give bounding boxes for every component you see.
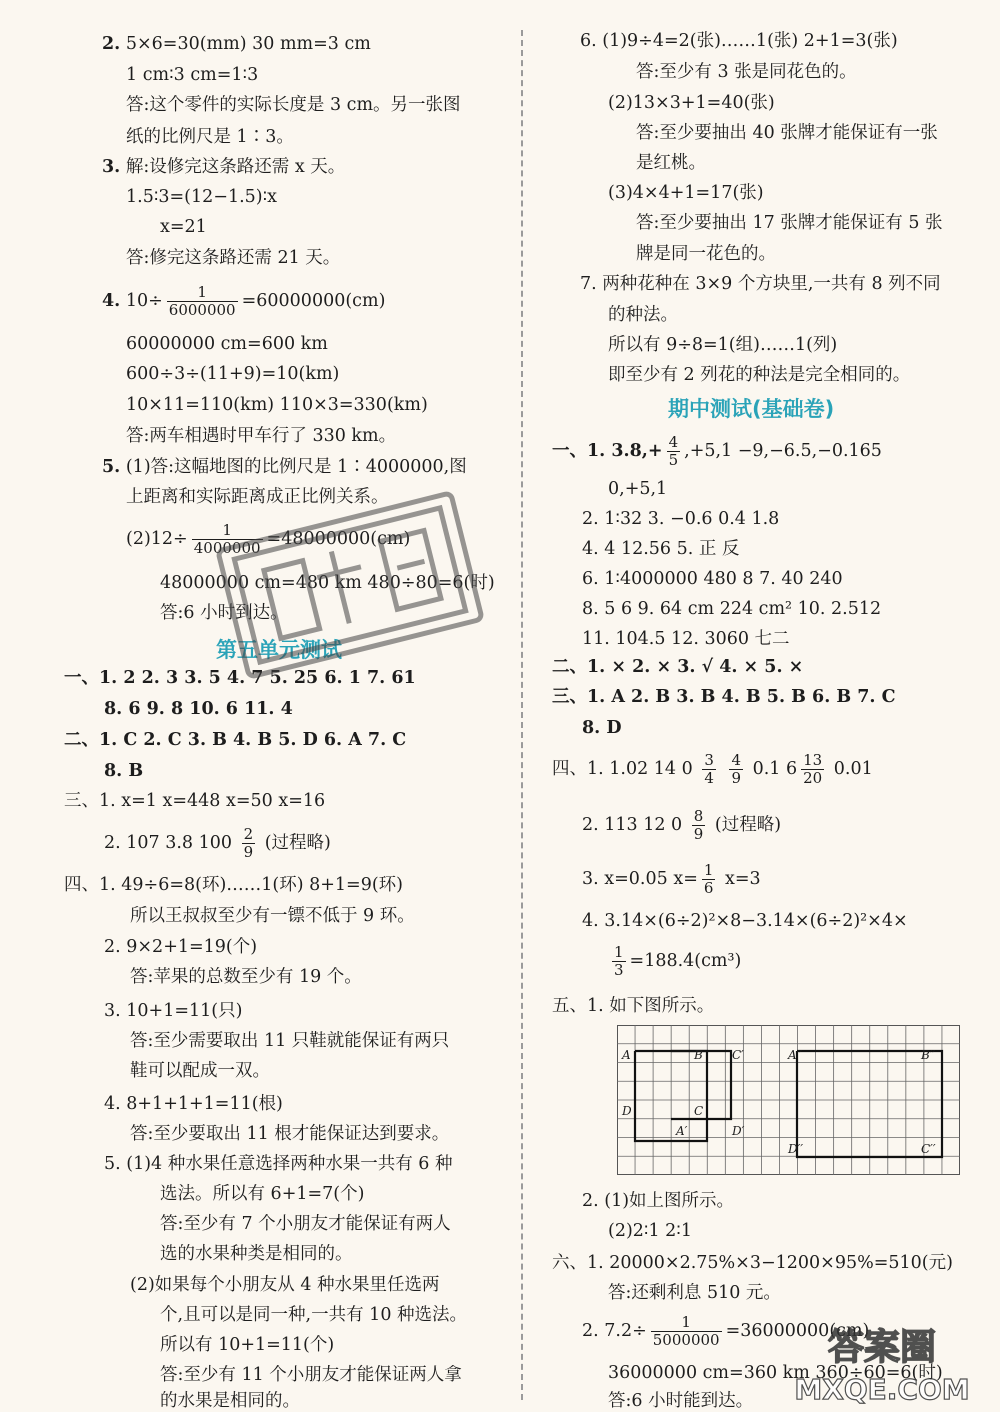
- fraction: $\frac{4}{5}$: [668, 433, 679, 469]
- section-4-line-17: 答:至少有 11 个小朋友才能保证两人拿: [160, 1365, 462, 1385]
- watermark-text-bottom: MXQE.COM: [794, 1373, 970, 1406]
- answer-5-line-3: (2)2∶1 2∶1: [608, 1221, 692, 1241]
- answer-6-line-3: 2. 7.2÷ $\frac{1}{5000000}$ =36000000(cm): [582, 1313, 870, 1349]
- section-4-line-15: 个,且可以是同一种,一共有 10 种选法。: [160, 1305, 468, 1325]
- answer-5-line-2: 2. (1)如上图所示。: [582, 1191, 735, 1211]
- section-2-line-2: 8. B: [104, 761, 144, 781]
- fraction: $\frac{1}{6000000}$: [168, 283, 236, 319]
- section-3-line-1: 三、1. x=1 x=448 x=50 x=16: [64, 791, 326, 811]
- section-4-line-2: 所以王叔叔至少有一镖不低于 9 环。: [130, 906, 415, 926]
- problem-7-line-2: 的种法。: [608, 305, 678, 325]
- fraction: $\frac{1}{6}$: [703, 861, 714, 897]
- problem-2-line-2: 1 cm∶3 cm=1∶3: [126, 65, 259, 85]
- section-4-line-14: (2)如果每个小朋友从 4 种水果里任选两: [130, 1275, 440, 1295]
- grid-label: A: [622, 1048, 631, 1062]
- problem-6-line-2: 答:至少有 3 张是同花色的。: [636, 62, 857, 82]
- answer-1-line-2: 0,+5,1: [608, 479, 668, 499]
- section-4-line-1: 四、1. 49÷6=8(环)……1(环) 8+1=9(环): [64, 875, 404, 895]
- problem-3-line-2: 1.5∶3=(12−1.5)∶x: [126, 187, 278, 207]
- problem-6-line-4: 答:至少要抽出 40 张牌才能保证有一张: [636, 123, 938, 143]
- section-4-line-10: 5. (1)4 种水果任意选择两种水果一共有 6 种: [104, 1154, 453, 1174]
- fraction: $\frac{1}{4000000}$: [193, 521, 261, 557]
- problem-3-line-3: x=21: [160, 217, 207, 237]
- section-4-line-13: 选的水果种类是相同的。: [160, 1244, 353, 1264]
- problem-5-line-3: (2)12÷ $\frac{1}{4000000}$ =48000000(cm): [126, 521, 411, 557]
- answer-1-line-7: 11. 104.5 12. 3060 七二: [582, 629, 790, 649]
- answer-4-line-4: 4. 3.14×(6÷2)²×8−3.14×(6÷2)²×4×: [582, 911, 908, 931]
- grid-label: D′′: [788, 1142, 804, 1156]
- section-4-line-7: 鞋可以配成一双。: [130, 1061, 270, 1081]
- problem-4-line-5: 答:两车相遇时甲车行了 330 km。: [126, 426, 397, 446]
- problem-4-line-4: 10×11=110(km) 110×3=330(km): [126, 395, 428, 415]
- fraction: $\frac{2}{9}$: [243, 825, 254, 861]
- section-1-line-2: 8. 6 9. 8 10. 6 11. 4: [104, 699, 293, 719]
- fraction: $\frac{1}{5000000}$: [652, 1313, 720, 1349]
- answer-6-line-1: 六、1. 20000×2.75%×3−1200×95%=510(元): [552, 1253, 953, 1273]
- problem-2-line-3: 答:这个零件的实际长度是 3 cm。另一张图: [126, 95, 461, 115]
- problem-4-line-1: 4. 10÷ $\frac{1}{6000000}$ =60000000(cm): [102, 283, 386, 319]
- section-4-line-16: 所以有 10+1=11(个): [160, 1335, 335, 1355]
- problem-6-line-8: 牌是同一花色的。: [636, 244, 776, 264]
- problem-2-line-4: 纸的比例尺是 1∶3。: [126, 127, 294, 147]
- grid-label: A′: [676, 1124, 688, 1138]
- problem-7-line-4: 即至少有 2 列花的种法是完全相同的。: [608, 365, 911, 385]
- column-divider: [521, 30, 523, 1400]
- fraction: $\frac{13}{20}$: [803, 751, 823, 787]
- problem-3-line-1: 3. 解:设修完这条路还需 x 天。: [102, 157, 346, 177]
- fraction: $\frac{8}{9}$: [693, 807, 704, 843]
- answer-4-line-5: $\frac{1}{3}$ =188.4(cm³): [614, 943, 742, 979]
- section-4-line-11: 选法。所以有 6+1=7(个): [160, 1184, 365, 1204]
- grid-label: D: [622, 1104, 632, 1118]
- problem-6-line-7: 答:至少要抽出 17 张牌才能保证有 5 张: [636, 213, 943, 233]
- section-4-line-18: 的水果是相同的。: [160, 1391, 300, 1411]
- answer-5-line-1: 五、1. 如下图所示。: [552, 996, 715, 1016]
- problem-5-line-4: 48000000 cm=480 km 480÷80=6(时): [160, 573, 495, 593]
- problem-3-line-4: 答:修完这条路还需 21 天。: [126, 248, 341, 268]
- problem-2-line-1: 2. 5×6=30(mm) 30 mm=3 cm: [102, 34, 371, 54]
- section-3-line-2: 2. 107 3.8 100 $\frac{2}{9}$ (过程略): [104, 825, 331, 861]
- answer-1-line-1: 一、1. 3.8,+ $\frac{4}{5}$ ,+5,1 −9,−6.5,−0.165: [552, 433, 882, 469]
- section-4-line-5: 3. 10+1=11(只): [104, 1001, 243, 1021]
- answer-1-line-3: 2. 1∶32 3. −0.6 0.4 1.8: [582, 509, 780, 529]
- midterm-heading: 期中测试(基础卷): [668, 397, 835, 421]
- problem-5-line-1: 5. (1)答:这幅地图的比例尺是 1∶4000000,图: [102, 457, 467, 477]
- answer-2-line: 二、1. × 2. × 3. √ 4. × 5. ×: [552, 657, 804, 677]
- fraction: $\frac{3}{4}$: [704, 751, 714, 787]
- answer-1-line-5: 6. 1∶4000000 480 8 7. 40 240: [582, 569, 843, 589]
- site-watermark-logo: [772, 1317, 992, 1407]
- problem-7-line-3: 所以有 9÷8=1(组)……1(列): [608, 335, 838, 355]
- grid-label: B′′: [921, 1048, 936, 1062]
- grid-label: D′: [732, 1124, 745, 1138]
- answer-4-line-1: 四、1. 1.02 14 0 $\frac{3}{4}$ $\frac{4}{9}$ 0.1 6 $\frac{13}{20}$ 0.01: [552, 751, 873, 787]
- grid-label: A′′: [788, 1048, 803, 1062]
- section-4-line-6: 答:至少需要取出 11 只鞋就能保证有两只: [130, 1031, 450, 1051]
- problem-4-line-2: 60000000 cm=600 km: [126, 334, 328, 354]
- problem-6-line-5: 是红桃。: [636, 153, 706, 173]
- watermark-text-top: 答案圈: [827, 1327, 937, 1368]
- section-4-line-8: 4. 8+1+1+1=11(根): [104, 1094, 283, 1114]
- section-4-line-9: 答:至少要取出 11 根才能保证达到要求。: [130, 1124, 450, 1144]
- problem-6-line-3: (2)13×3+1=40(张): [608, 93, 775, 113]
- answer-6-line-5: 答:6 小时能到达。: [608, 1391, 754, 1411]
- section-4-line-3: 2. 9×2+1=19(个): [104, 937, 258, 957]
- problem-4-line-3: 600÷3÷(11+9)=10(km): [126, 364, 340, 384]
- fraction: $\frac{1}{3}$: [614, 943, 624, 979]
- answer-6-line-2: 答:还剩利息 510 元。: [608, 1283, 781, 1303]
- problem-5-line-5: 答:6 小时到达。: [160, 603, 288, 623]
- problem-6-line-1: 6. (1)9÷4=2(张)……1(张) 2+1=3(张): [580, 31, 898, 51]
- fraction: $\frac{4}{9}$: [731, 751, 742, 787]
- problem-7-line-1: 7. 两种花种在 3×9 个方块里,一共有 8 列不同: [580, 274, 941, 294]
- section-1-line-1: 一、1. 2 2. 3 3. 5 4. 7 5. 25 6. 1 7. 61: [64, 668, 416, 688]
- section-4-line-4: 答:苹果的总数至少有 19 个。: [130, 967, 362, 987]
- section-4-line-12: 答:至少有 7 个小朋友才能保证有两人: [160, 1214, 451, 1234]
- answer-4-line-3: 3. x=0.05 x= $\frac{1}{6}$ x=3: [582, 861, 761, 897]
- answer-1-line-6: 8. 5 6 9. 64 cm 224 cm² 10. 2.512: [582, 599, 882, 619]
- unit-5-heading: 第五单元测试: [216, 638, 342, 662]
- problem-5-line-2: 上距离和实际距离成正比例关系。: [126, 487, 389, 507]
- grid-label: C′′: [921, 1142, 936, 1156]
- grid-label: B: [694, 1048, 703, 1062]
- answer-3-line-1: 三、1. A 2. B 3. B 4. B 5. B 6. B 7. C: [552, 687, 896, 707]
- answer-6-line-4: 36000000 cm=360 km 360÷60=6(时): [608, 1363, 943, 1383]
- grid-label: C′: [732, 1048, 744, 1062]
- grid-label: C: [694, 1104, 704, 1118]
- answer-4-line-2: 2. 113 12 0 $\frac{8}{9}$ (过程略): [582, 807, 782, 843]
- answer-1-line-4: 4. 4 12.56 5. 正 反: [582, 539, 740, 559]
- section-2-line-1: 二、1. C 2. C 3. B 4. B 5. D 6. A 7. C: [64, 730, 407, 750]
- problem-6-line-6: (3)4×4+1=17(张): [608, 183, 764, 203]
- answer-3-line-2: 8. D: [582, 718, 622, 738]
